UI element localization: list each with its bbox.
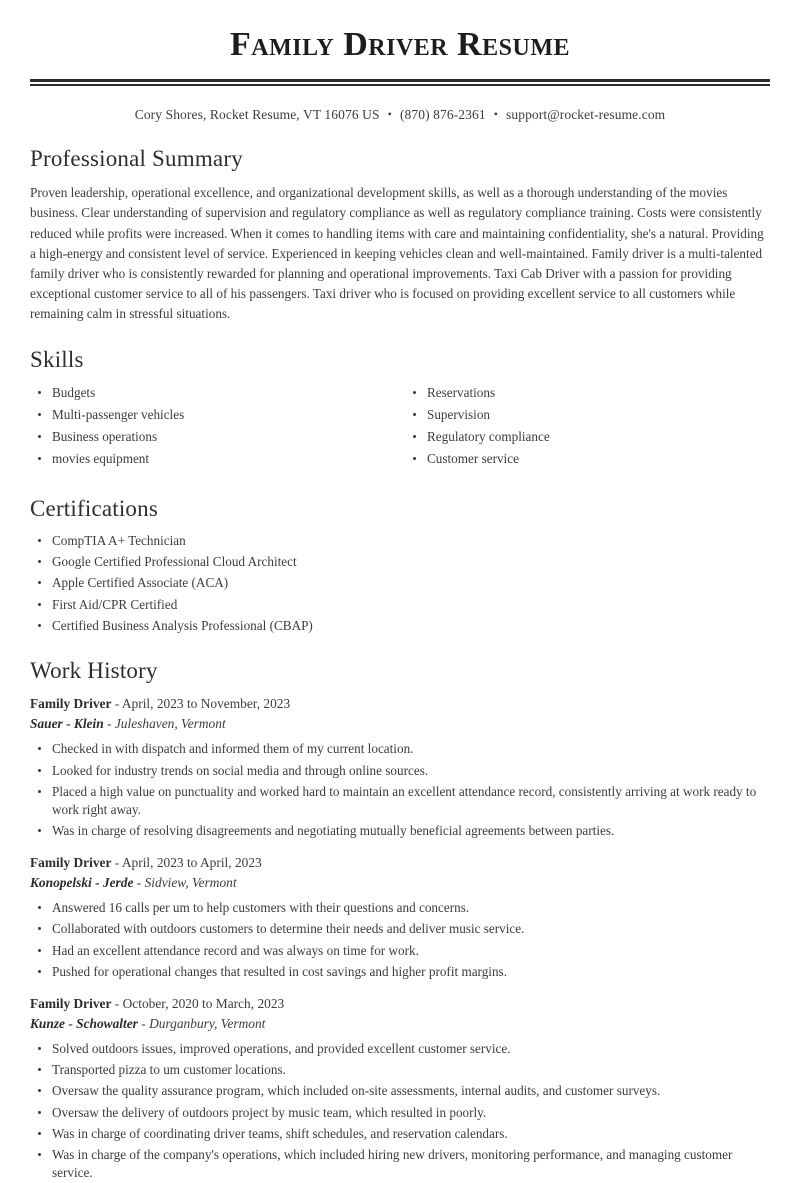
job-dates: April, 2023 to April, 2023 [121, 855, 262, 871]
list-item: Solved outdoors issues, improved operations, and provided excellent customer service. [30, 1040, 770, 1058]
section-work-history [30, 657, 770, 1183]
list-item: movies equipment [30, 450, 375, 468]
section-heading-work-history: Work History [30, 657, 158, 683]
skills-list-left [30, 384, 375, 468]
list-item: Certified Business Analysis Professional (CBAP) [30, 617, 770, 635]
list-item: Looked for industry trends on social media and through online sources. [30, 762, 770, 780]
job-location: Sidview, Vermont [144, 874, 237, 890]
list-item: CompTIA A+ Technician [30, 532, 770, 550]
job-title-line [30, 694, 770, 713]
page-title: Family Driver Resume [229, 26, 571, 63]
list-item: Was in charge of the company's operations, which included hiring new drivers, monitoring performance, and managing customer service. [30, 1146, 770, 1182]
contact-address: Cory Shores, Rocket Resume, VT 16076 US [134, 107, 380, 123]
job-dash: - [141, 1015, 146, 1031]
job-title: Family Driver [30, 696, 112, 712]
list-item: Business operations [30, 428, 375, 446]
divider-line-bottom [30, 84, 770, 86]
contact-separator-1: • [387, 107, 392, 122]
job-dates: October, 2020 to March, 2023 [122, 996, 285, 1012]
job-dash: - [114, 696, 120, 712]
list-item: Regulatory compliance [405, 428, 770, 446]
skills-column-right [375, 384, 770, 472]
professional-summary-text: Proven leadership, operational excellence, and organizational development skills, as well as a thorough understanding of the movies business. Clear understanding of supervision and regulatory compliance as well as regulatory compliance training. Costs were consistently reduced while profits were increased. When it comes to handling items with care and maintaining confidentiality, she's a natural. Providing a high-energy and consistent level of service. Experienced in keeping vehicles clean and well-maintained. Family driver is a multi-talented family driver who is consistently rewarded for planning and operational improvements. Taxi Cab Driver with a passion for providing exceptional customer service to all of his passengers. Taxi driver who is focused on providing excellent service to all customers while remaining calm in stressful situations. [30, 185, 764, 322]
job-title-line [30, 994, 770, 1013]
list-item: Was in charge of resolving disagreements and negotiating mutually beneficial agreements between parties. [30, 822, 770, 840]
list-item: Customer service [405, 450, 770, 468]
work-history-entry [30, 994, 770, 1182]
job-dates: April, 2023 to November, 2023 [121, 696, 291, 712]
job-company-line [30, 714, 770, 733]
job-location: Durganbury, Vermont [149, 1015, 266, 1031]
list-item: Transported pizza to um customer locations. [30, 1061, 770, 1079]
list-item: Budgets [30, 384, 375, 402]
job-dash: - [114, 996, 120, 1012]
section-heading-certifications: Certifications [30, 495, 158, 521]
job-company: Kunze - Schowalter [30, 1015, 138, 1031]
contact-separator-2: • [493, 107, 499, 122]
list-item: Placed a high value on punctuality and worked hard to maintain an excellent attendance record, consistently arriving at work ready to work right away. [30, 783, 770, 819]
resume-document [0, 26, 800, 1183]
list-item: Oversaw the quality assurance program, which included on-site assessments, internal audits, and customer surveys. [30, 1082, 770, 1100]
job-company: Sauer - Klein [30, 715, 104, 731]
list-item: Google Certified Professional Cloud Architect [30, 553, 770, 571]
contact-line [30, 107, 770, 123]
job-company-line [30, 873, 770, 892]
section-skills [30, 346, 770, 472]
section-professional-summary [30, 145, 770, 324]
header-divider [30, 79, 770, 86]
list-item: Checked in with dispatch and informed them of my current location. [30, 740, 770, 758]
job-company: Konopelski - Jerde [30, 874, 134, 890]
list-item: Answered 16 calls per um to help customers with their questions and concerns. [30, 899, 770, 917]
work-history-entry [30, 853, 770, 981]
list-item: Multi-passenger vehicles [30, 406, 375, 424]
list-item: Pushed for operational changes that resulted in cost savings and higher profit margins. [30, 963, 770, 981]
contact-phone: (870) 876-2361 [399, 107, 486, 123]
job-dash: - [107, 715, 112, 731]
job-responsibilities-list [30, 1040, 770, 1183]
contact-email: support@rocket-resume.com [506, 107, 666, 123]
section-heading-professional-summary: Professional Summary [30, 146, 243, 172]
list-item: Apple Certified Associate (ACA) [30, 574, 770, 592]
job-dash: - [114, 855, 120, 871]
list-item: First Aid/CPR Certified [30, 596, 770, 614]
job-title: Family Driver [30, 996, 112, 1012]
section-heading-skills: Skills [30, 347, 84, 373]
job-company-line [30, 1014, 770, 1033]
list-item: Supervision [405, 406, 770, 424]
job-location: Juleshaven, Vermont [114, 715, 226, 731]
list-item: Collaborated with outdoors customers to determine their needs and deliver music service. [30, 920, 770, 938]
section-certifications [30, 495, 770, 635]
job-responsibilities-list [30, 740, 770, 840]
skills-column-left [30, 384, 375, 472]
skills-columns [30, 384, 770, 472]
job-title-line [30, 853, 770, 872]
job-responsibilities-list [30, 899, 770, 981]
work-history-entry [30, 694, 770, 840]
list-item: Oversaw the delivery of outdoors project by music team, which resulted in poorly. [30, 1104, 770, 1122]
certifications-list [30, 532, 770, 634]
job-dash: - [136, 874, 142, 890]
skills-list-right [405, 384, 770, 468]
list-item: Had an excellent attendance record and was always on time for work. [30, 942, 770, 960]
list-item: Was in charge of coordinating driver teams, shift schedules, and reservation calendars. [30, 1125, 770, 1143]
list-item: Reservations [405, 384, 770, 402]
job-title: Family Driver [30, 855, 112, 871]
